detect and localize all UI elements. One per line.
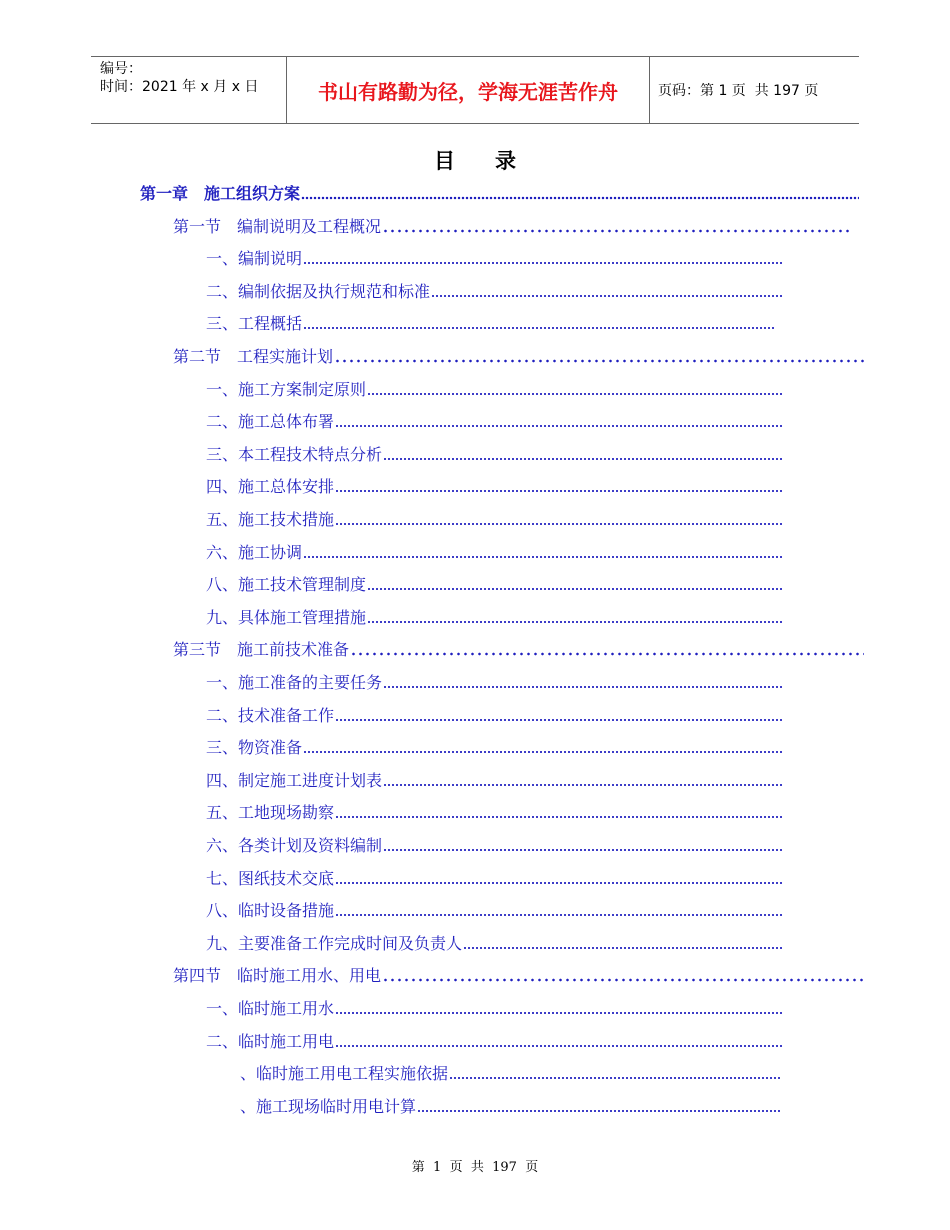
toc-dot-leader — [335, 1044, 782, 1048]
toc-dot-leader — [382, 228, 853, 234]
toc-item[interactable] — [206, 376, 782, 400]
toc-entry-label: 第二节 工程实施计划 — [173, 347, 334, 366]
toc-dot-leader — [350, 651, 864, 657]
toc-entry-label: 五、工地现场勘察 — [206, 803, 335, 823]
toc-dot-leader — [367, 392, 782, 396]
toc-entry-label: 六、施工协调 — [206, 542, 303, 562]
toc-dot-leader — [301, 196, 859, 200]
toc-entry-label: 、临时施工用电工程实施依据 — [240, 1064, 449, 1084]
toc-entry-label: 三、工程概括 — [206, 314, 303, 334]
page-header — [91, 56, 859, 124]
toc-item[interactable] — [206, 799, 782, 823]
toc-item[interactable] — [206, 767, 782, 791]
toc-item[interactable] — [240, 1093, 782, 1117]
toc-dot-leader — [383, 685, 782, 689]
toc-dot-leader — [303, 750, 782, 754]
toc-item[interactable] — [206, 1028, 782, 1052]
toc-dot-leader — [367, 587, 782, 591]
toc-entry-label: 六、各类计划及资料编制 — [206, 836, 383, 855]
toc-section[interactable] — [173, 343, 864, 367]
toc-item[interactable] — [240, 1060, 782, 1084]
toc-dot-leader — [417, 1109, 782, 1113]
toc-section[interactable] — [173, 213, 853, 237]
toc-item[interactable] — [206, 995, 782, 1019]
toc-dot-leader — [303, 326, 775, 330]
toc-dot-leader — [383, 457, 782, 461]
toc-entry-label: 二、编制依据及执行规范和标准 — [206, 281, 431, 301]
toc-item[interactable] — [206, 604, 782, 628]
toc-entry-label: 九、主要准备工作完成时间及负责人 — [206, 933, 463, 953]
toc-entry-label: 第三节 施工前技术准备 — [173, 640, 350, 660]
toc-entry-label: 二、临时施工用电 — [206, 1031, 335, 1051]
toc-item[interactable] — [206, 245, 782, 269]
toc-item[interactable] — [206, 734, 782, 758]
toc-dot-leader — [335, 522, 782, 526]
toc-entry-label: 二、施工总体布署 — [206, 412, 335, 432]
toc-entry-label: 、施工现场临时用电计算 — [240, 1096, 417, 1116]
page-footer: 第 1 页 共 197 页 — [411, 1160, 539, 1175]
toc-entry-label: 五、施工技术措施 — [206, 510, 335, 529]
header-divider — [649, 57, 650, 123]
toc-dot-leader — [367, 620, 782, 624]
toc-dot-leader — [303, 555, 782, 559]
toc-section[interactable] — [173, 962, 864, 986]
toc-entry-label: 第一章 施工组织方案 — [140, 184, 301, 203]
toc-entry-label: 七、图纸技术交底 — [206, 868, 335, 888]
toc-item[interactable] — [206, 473, 782, 497]
toc-dot-leader — [335, 424, 782, 428]
toc-entry-label: 一、临时施工用水 — [206, 999, 335, 1018]
header-page-info — [658, 57, 818, 123]
toc-entry-label: 四、施工总体安排 — [206, 477, 335, 497]
toc-entry-label: 八、临时设备措施 — [206, 901, 335, 921]
toc-dot-leader — [335, 815, 782, 819]
toc-dot-leader — [463, 946, 782, 950]
toc-entry-label: 一、施工准备的主要任务 — [206, 673, 383, 692]
toc-item[interactable] — [206, 408, 782, 432]
toc-entry-label: 第一节 编制说明及工程概况 — [173, 216, 382, 236]
toc-entry-label: 八、施工技术管理制度 — [206, 575, 367, 595]
toc-dot-leader — [335, 881, 782, 885]
toc-dot-leader — [449, 1076, 782, 1080]
toc-entry-label: 三、物资准备 — [206, 738, 303, 758]
document-number-label: 编号： — [100, 61, 142, 77]
toc-item[interactable] — [206, 441, 782, 465]
toc-dot-leader — [303, 261, 782, 265]
toc-item[interactable] — [206, 930, 782, 954]
toc-item[interactable] — [206, 278, 782, 302]
toc-dot-leader — [335, 718, 782, 722]
toc-item[interactable] — [206, 832, 782, 856]
document-date: 时间：2021 年 x 月 x 日 — [100, 79, 259, 95]
toc-item[interactable] — [206, 865, 782, 889]
toc-item[interactable] — [206, 669, 782, 693]
toc-item[interactable] — [206, 506, 782, 530]
toc-dot-leader — [382, 977, 864, 983]
toc-dot-leader — [335, 913, 782, 917]
toc-entry-label: 二、技术准备工作 — [206, 705, 335, 725]
toc-entry-label: 一、施工方案制定原则 — [206, 379, 367, 399]
header-meta — [100, 60, 290, 96]
header-page-count: 页码：第 1 页 共 197 页 — [658, 83, 819, 99]
toc-item[interactable] — [206, 310, 775, 334]
toc-entry-label: 三、本工程技术特点分析 — [206, 444, 383, 464]
toc-dot-leader — [334, 358, 864, 364]
toc-item[interactable] — [206, 571, 782, 595]
toc-dot-leader — [335, 489, 782, 493]
toc-dot-leader — [335, 1011, 782, 1015]
toc-entry-label: 第四节 临时施工用水、用电 — [173, 966, 382, 986]
toc-title: 目录 — [434, 149, 556, 173]
toc-dot-leader — [431, 294, 782, 298]
toc-entry-label: 四、制定施工进度计划表 — [206, 770, 383, 790]
toc-entry-label: 九、具体施工管理措施 — [206, 607, 367, 627]
toc-chapter[interactable] — [140, 180, 859, 204]
toc-entry-label: 一、编制说明 — [206, 249, 303, 269]
toc-item[interactable] — [206, 702, 782, 726]
toc-section[interactable] — [173, 636, 864, 660]
toc-dot-leader — [383, 848, 782, 852]
toc-dot-leader — [383, 783, 782, 787]
toc-item[interactable] — [206, 539, 782, 563]
header-motto: 书山有路勤为径，学海无涯苦作舟 — [318, 79, 618, 104]
toc-item[interactable] — [206, 897, 782, 921]
